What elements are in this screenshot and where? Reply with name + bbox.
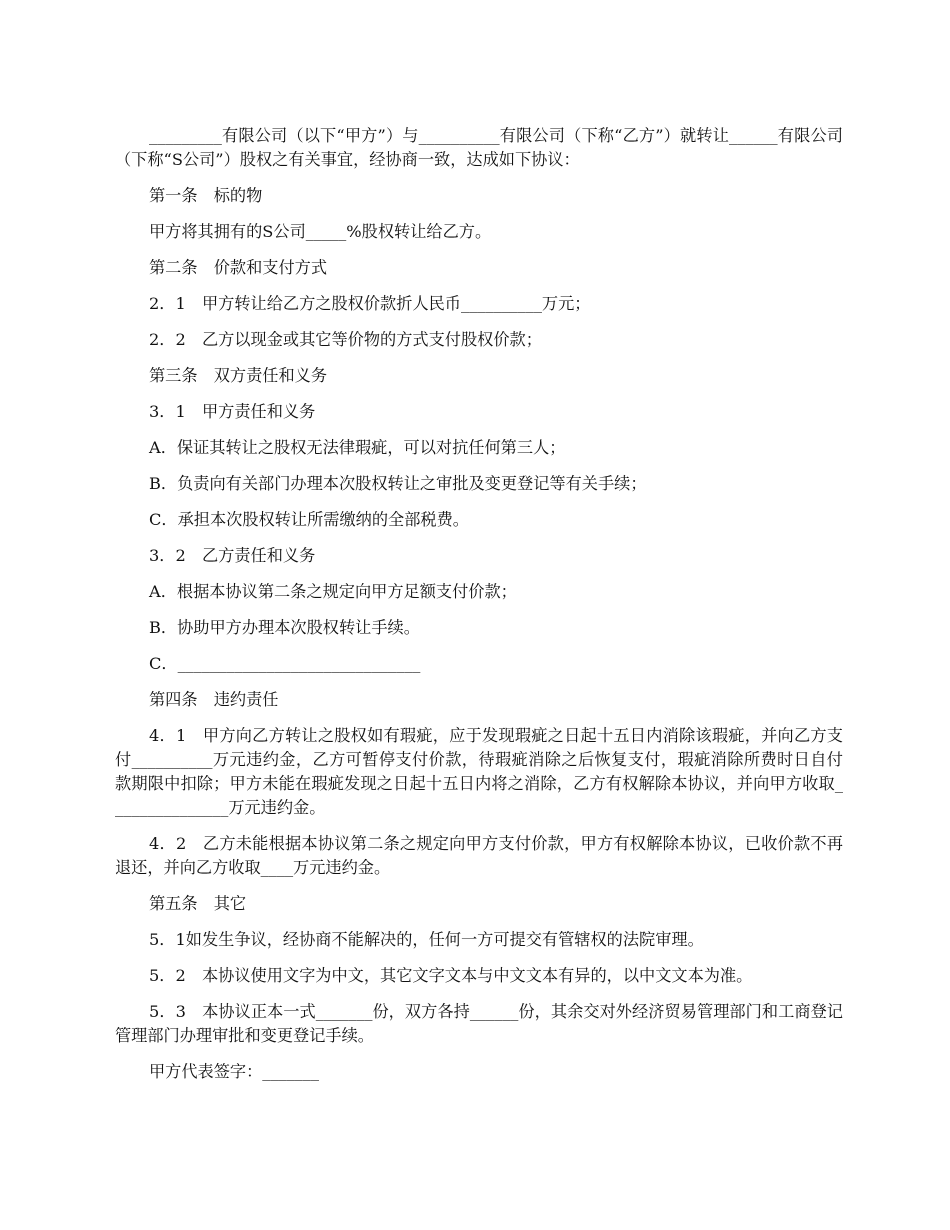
clause-3-1-b: B．负责向有关部门办理本次股权转让之审批及变更登记等有关手续；: [149, 474, 647, 493]
intro-paragraph: _________有限公司（以下“甲方”）与__________有限公司（下称“乙方”）就转让______有限公司（下称“S公司”）股权之有关事宜，经协商一致，达成如下协议：: [115, 126, 843, 169]
article-4-heading: 第四条 违约责任: [149, 690, 279, 709]
clause-5-3: 5．3 本协议正本一式_______份，双方各持______份，其余交对外经济贸易管理部门和工商登记管理部门办理审批和变更登记手续。: [115, 1002, 843, 1045]
clause-5-2: 5．2 本协议使用文字为中文，其它文字文本与中文文本有异的，以中文文本为准。: [149, 966, 753, 985]
clause-3-2-b: B．协助甲方办理本次股权转让手续。: [149, 618, 420, 637]
clause-3-1: 3．1 甲方责任和义务: [149, 402, 316, 421]
clause-3-2-c: C．______________________________: [149, 654, 421, 673]
clause-3-1-c: C．承担本次股权转让所需缴纳的全部税费。: [149, 510, 469, 529]
clause-3-2-a: A．根据本协议第二条之规定向甲方足额支付价款；: [149, 582, 517, 601]
party-a-signature-line: 甲方代表签字：_______: [149, 1062, 319, 1081]
clause-2-1: 2．1 甲方转让给乙方之股权价款折人民币__________万元；: [149, 294, 591, 313]
article-1-heading: 第一条 标的物: [149, 186, 263, 205]
clause-3-2: 3．2 乙方责任和义务: [149, 546, 316, 565]
article-1-text: 甲方将其拥有的S公司_____%股权转让给乙方。: [149, 222, 492, 241]
article-3-heading: 第三条 双方责任和义务: [149, 366, 328, 385]
clause-2-2: 2．2 乙方以现金或其它等价物的方式支付股权价款；: [149, 330, 542, 349]
article-2-heading: 第二条 价款和支付方式: [149, 258, 328, 277]
clause-4-2: 4．2 乙方未能根据本协议第二条之规定向甲方支付价款，甲方有权解除本协议，已收价款不再退还，并向乙方收取____万元违约金。: [115, 834, 843, 877]
clause-5-1: 5．1如发生争议，经协商不能解决的，任何一方可提交有管辖权的法院审理。: [149, 930, 704, 949]
clause-4-1: 4．1 甲方向乙方转让之股权如有瑕疵，应于发现瑕疵之日起十五日内消除该瑕疵，并向乙方支付__________万元违约金，乙方可暂停支付价款，待瑕疵消除之后恢复支付，瑕疵消除所费时日自付款期限中扣除；甲方未能在瑕疵发现之日起十五日内将之消除，乙方有权解除本协议，并向甲方收取_______________万元违约金。: [115, 726, 843, 817]
document-body: [115, 124, 843, 1084]
clause-3-1-a: A．保证其转让之股权无法律瑕疵，可以对抗任何第三人；: [149, 438, 566, 457]
article-5-heading: 第五条 其它: [149, 894, 247, 913]
